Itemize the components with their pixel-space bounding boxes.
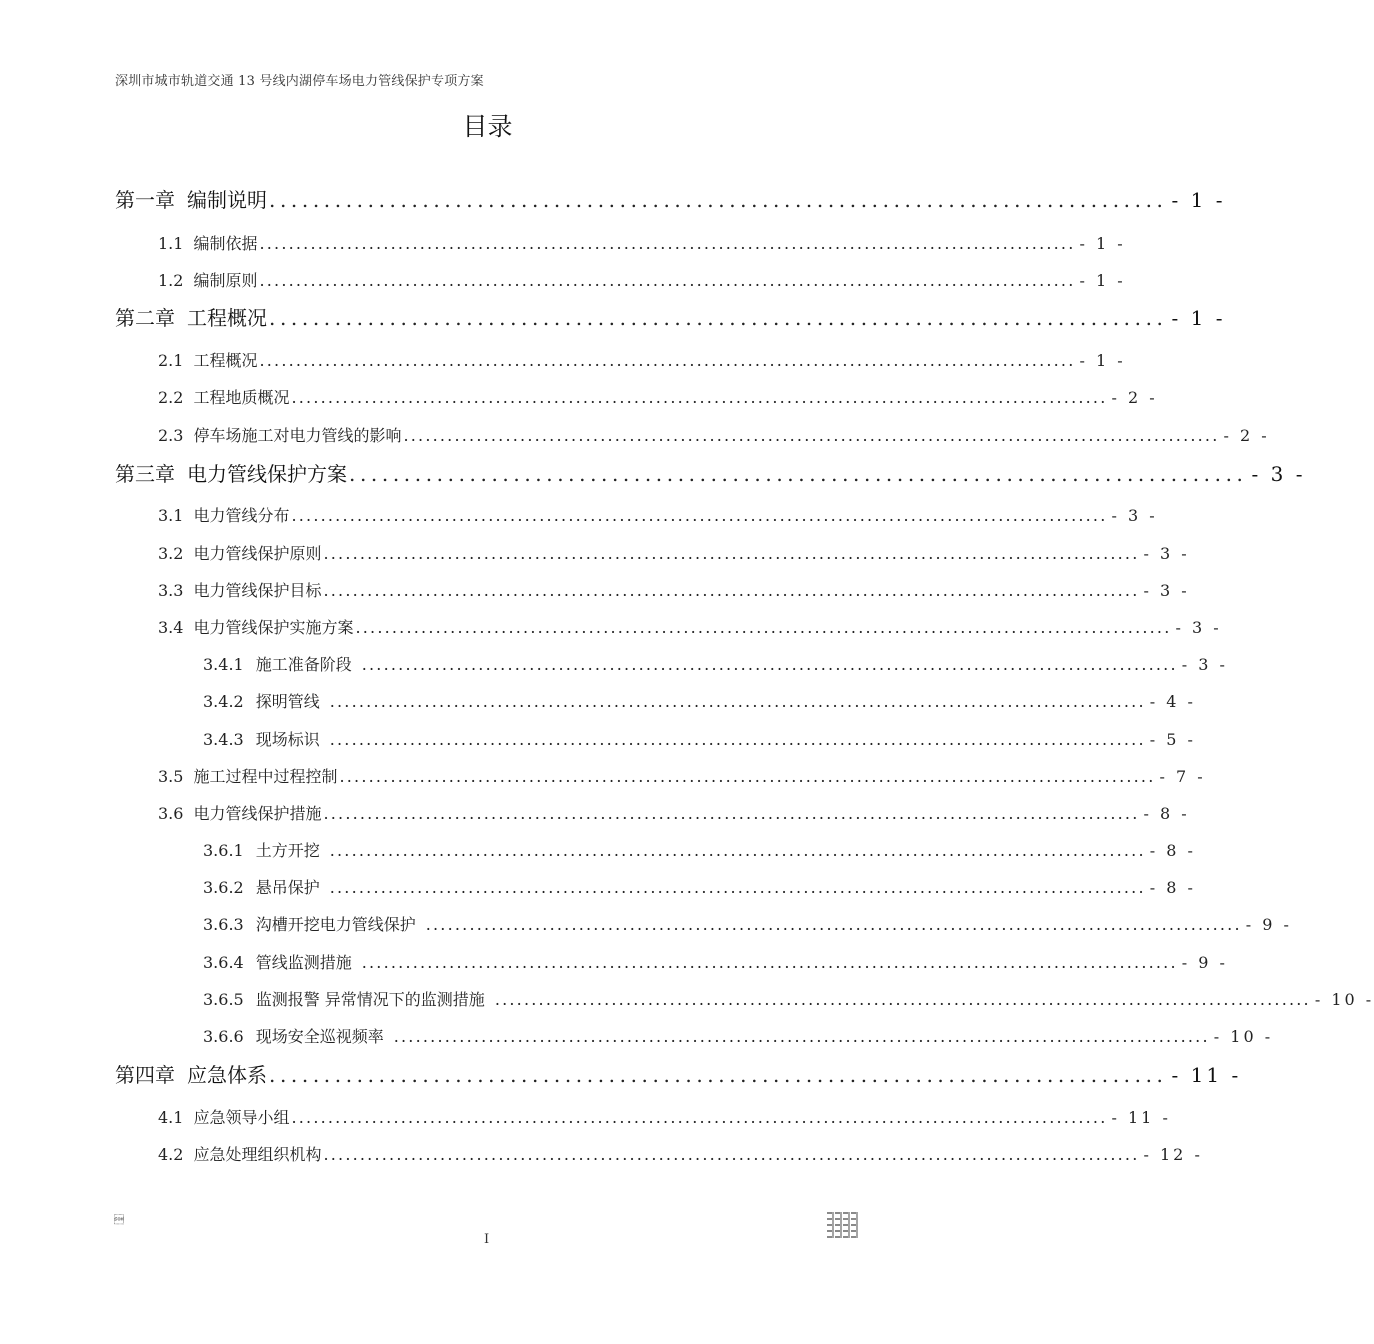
toc-section-3-1[interactable]: [158, 503, 1158, 526]
toc-label: 编制说明: [187, 188, 267, 212]
toc-section-3-2[interactable]: [158, 541, 1190, 564]
toc-number: 4.2: [158, 1145, 184, 1164]
toc-leader: ................................................................................................................: [323, 581, 1140, 600]
toc-subsection-3-6-2[interactable]: [203, 875, 1196, 898]
toc-number: 3.3: [158, 581, 184, 600]
toc-label: 现场安全巡视频率: [255, 1027, 384, 1046]
toc-label: 施工过程中过程控制: [193, 767, 338, 786]
toc-page: - 1 -: [1079, 351, 1126, 370]
toc-page: - 8 -: [1149, 841, 1196, 860]
toc-page: - 3 -: [1111, 506, 1158, 525]
toc-page: - 12 -: [1143, 1145, 1203, 1164]
toc-leader: ................................................................................................................: [259, 351, 1076, 370]
toc-number: 4.1: [158, 1108, 184, 1127]
toc-number: 2.2: [158, 388, 184, 407]
toc-number: 3.1: [158, 506, 184, 525]
toc-label: 电力管线保护方案: [187, 462, 347, 486]
toc-label: 监测报警 异常情况下的监测措施: [255, 990, 485, 1009]
toc-number: 第四章: [115, 1063, 175, 1087]
toc-number: 3.6.3: [203, 915, 244, 934]
toc-number: 第一章: [115, 188, 175, 212]
toc-label: 工程概况: [187, 306, 267, 330]
toc-leader: ................................................................................................................: [323, 804, 1140, 823]
toc-page: - 7 -: [1159, 767, 1206, 786]
toc-leader: ................................................................................................................: [403, 426, 1220, 445]
toc-section-2-2[interactable]: [158, 385, 1158, 408]
toc-leader: ................................................................................................................: [329, 878, 1146, 897]
toc-chapter-3[interactable]: [115, 458, 1306, 487]
toc-page: - 1 -: [1171, 188, 1226, 212]
toc-number: 3.6.2: [203, 878, 244, 897]
toc-subsection-3-6-4[interactable]: [203, 950, 1228, 973]
toc-page: - 1 -: [1079, 234, 1126, 253]
toc-page: - 10 -: [1213, 1027, 1274, 1046]
toc-label: 工程概况: [193, 351, 258, 370]
toc-section-3-3[interactable]: [158, 578, 1190, 601]
toc-page: - 1 -: [1079, 271, 1126, 290]
toc-leader: ................................................................................................................: [291, 388, 1108, 407]
toc-page: - 5 -: [1149, 730, 1196, 749]
toc-page: - 3 -: [1181, 655, 1228, 674]
toc-leader: ................................................................................................................: [259, 271, 1076, 290]
toc-label: 应急体系: [187, 1063, 267, 1087]
toc-page: - 11 -: [1111, 1108, 1171, 1127]
toc-section-3-5[interactable]: [158, 764, 1206, 787]
toc-page: - 8 -: [1143, 804, 1190, 823]
toc-leader: ................................................................................................................: [361, 655, 1178, 674]
toc-number: 3.6: [158, 804, 184, 823]
toc-label: 电力管线保护实施方案: [193, 618, 354, 637]
toc-leader: ................................................................................................................: [329, 730, 1146, 749]
toc-label: 电力管线保护措施: [193, 804, 322, 823]
toc-number: 3.2: [158, 544, 184, 563]
toc-leader: ................................................................................................................: [494, 990, 1311, 1009]
toc-page: - 4 -: [1149, 692, 1196, 711]
toc-label: 管线监测措施: [255, 953, 352, 972]
toc-number: 3.4: [158, 618, 184, 637]
toc-label: 编制原则: [193, 271, 258, 290]
toc-page: - 8 -: [1149, 878, 1196, 897]
toc-leader: ................................................................................................................: [323, 1145, 1140, 1164]
toc-number: 3.6.4: [203, 953, 244, 972]
toc-label: 土方开挖: [255, 841, 320, 860]
toc-number: 3.6.6: [203, 1027, 244, 1046]
toc-label: 电力管线保护原则: [193, 544, 322, 563]
toc-page: - 10 -: [1314, 990, 1374, 1009]
toc-subsection-3-4-1[interactable]: [203, 652, 1228, 675]
toc-number: 2.1: [158, 351, 184, 370]
toc-section-3-4[interactable]: [158, 615, 1222, 638]
toc-leader: ................................................................................................................: [329, 841, 1146, 860]
toc-page: - 3 -: [1251, 462, 1306, 486]
toc-section-2-3[interactable]: [158, 423, 1270, 446]
toc-section-4-2[interactable]: [158, 1142, 1203, 1165]
toc-label: 应急处理组织机构: [193, 1145, 322, 1164]
toc-label: 现场标识: [255, 730, 320, 749]
toc-subsection-3-4-2[interactable]: [203, 689, 1196, 712]
toc-page: - 1 -: [1171, 306, 1226, 330]
page-number: I: [484, 1232, 490, 1247]
toc-subsection-3-6-5[interactable]: [203, 987, 1374, 1010]
toc-number: 第三章: [115, 462, 175, 486]
toc-leader: ................................................................................................................: [259, 234, 1076, 253]
toc-page: - 3 -: [1143, 581, 1190, 600]
toc-leader: ................................................................................................................: [339, 767, 1156, 786]
toc-leader: ..................................................................................: [269, 306, 1168, 330]
toc-chapter-4[interactable]: [115, 1059, 1242, 1088]
toc-leader: ................................................................................................................: [355, 618, 1172, 637]
toc-number: 3.6.5: [203, 990, 244, 1009]
toc-leader: ................................................................................................................: [291, 1108, 1108, 1127]
toc-number: 1.2: [158, 271, 184, 290]
toc-leader: ..................................................................................: [349, 462, 1248, 486]
toc-subsection-3-6-3[interactable]: [203, 912, 1292, 935]
toc-page: - 9 -: [1181, 953, 1228, 972]
toc-label: 沟槽开挖电力管线保护: [255, 915, 416, 934]
toc-title: 目录: [462, 112, 513, 141]
toc-number: 3.6.1: [203, 841, 244, 860]
toc-number: 3.4.2: [203, 692, 244, 711]
grid-logo-icon: [826, 1210, 860, 1242]
toc-section-3-6[interactable]: [158, 801, 1190, 824]
toc-label: 施工准备阶段: [255, 655, 352, 674]
toc-label: 悬吊保护: [255, 878, 320, 897]
footer-mark: : [114, 1215, 124, 1226]
toc-leader: ................................................................................................................: [361, 953, 1178, 972]
toc-leader: ..................................................................................: [269, 188, 1168, 212]
toc-chapter-1[interactable]: [115, 184, 1226, 213]
toc-subsection-3-6-1[interactable]: [203, 838, 1196, 861]
toc-section-1-2[interactable]: [158, 268, 1126, 291]
toc-number: 3.4.1: [203, 655, 244, 674]
toc-section-2-1[interactable]: [158, 348, 1126, 371]
toc-page: - 9 -: [1245, 915, 1292, 934]
toc-page: - 2 -: [1223, 426, 1270, 445]
toc-leader: ................................................................................................................: [291, 506, 1108, 525]
toc-number: 3.5: [158, 767, 184, 786]
toc-label: 电力管线保护目标: [193, 581, 322, 600]
toc-leader: ................................................................................................................: [323, 544, 1140, 563]
toc-page: - 3 -: [1175, 618, 1222, 637]
toc-leader: ................................................................................................................: [425, 915, 1242, 934]
toc-label: 工程地质概况: [193, 388, 290, 407]
toc-chapter-2[interactable]: [115, 302, 1226, 331]
toc-section-1-1[interactable]: [158, 231, 1126, 254]
toc-number: 1.1: [158, 234, 184, 253]
toc-leader: ................................................................................................................: [393, 1027, 1210, 1046]
toc-section-4-1[interactable]: [158, 1105, 1171, 1128]
toc-subsection-3-4-3[interactable]: [203, 727, 1196, 750]
toc-label: 电力管线分布: [193, 506, 290, 525]
toc-number: 第二章: [115, 306, 175, 330]
toc-page: - 11 -: [1171, 1063, 1242, 1087]
toc-number: 3.4.3: [203, 730, 244, 749]
toc-label: 探明管线: [255, 692, 320, 711]
toc-page: - 3 -: [1143, 544, 1190, 563]
toc-leader: ................................................................................................................: [329, 692, 1146, 711]
running-header: 深圳市城市轨道交通 13 号线内湖停车场电力管线保护专项方案: [115, 74, 484, 89]
toc-label: 停车场施工对电力管线的影响: [193, 426, 402, 445]
toc-number: 2.3: [158, 426, 184, 445]
toc-label: 应急领导小组: [193, 1108, 290, 1127]
toc-leader: ..................................................................................: [269, 1063, 1168, 1087]
toc-subsection-3-6-6[interactable]: [203, 1024, 1274, 1047]
toc-page: - 2 -: [1111, 388, 1158, 407]
toc-label: 编制依据: [193, 234, 258, 253]
